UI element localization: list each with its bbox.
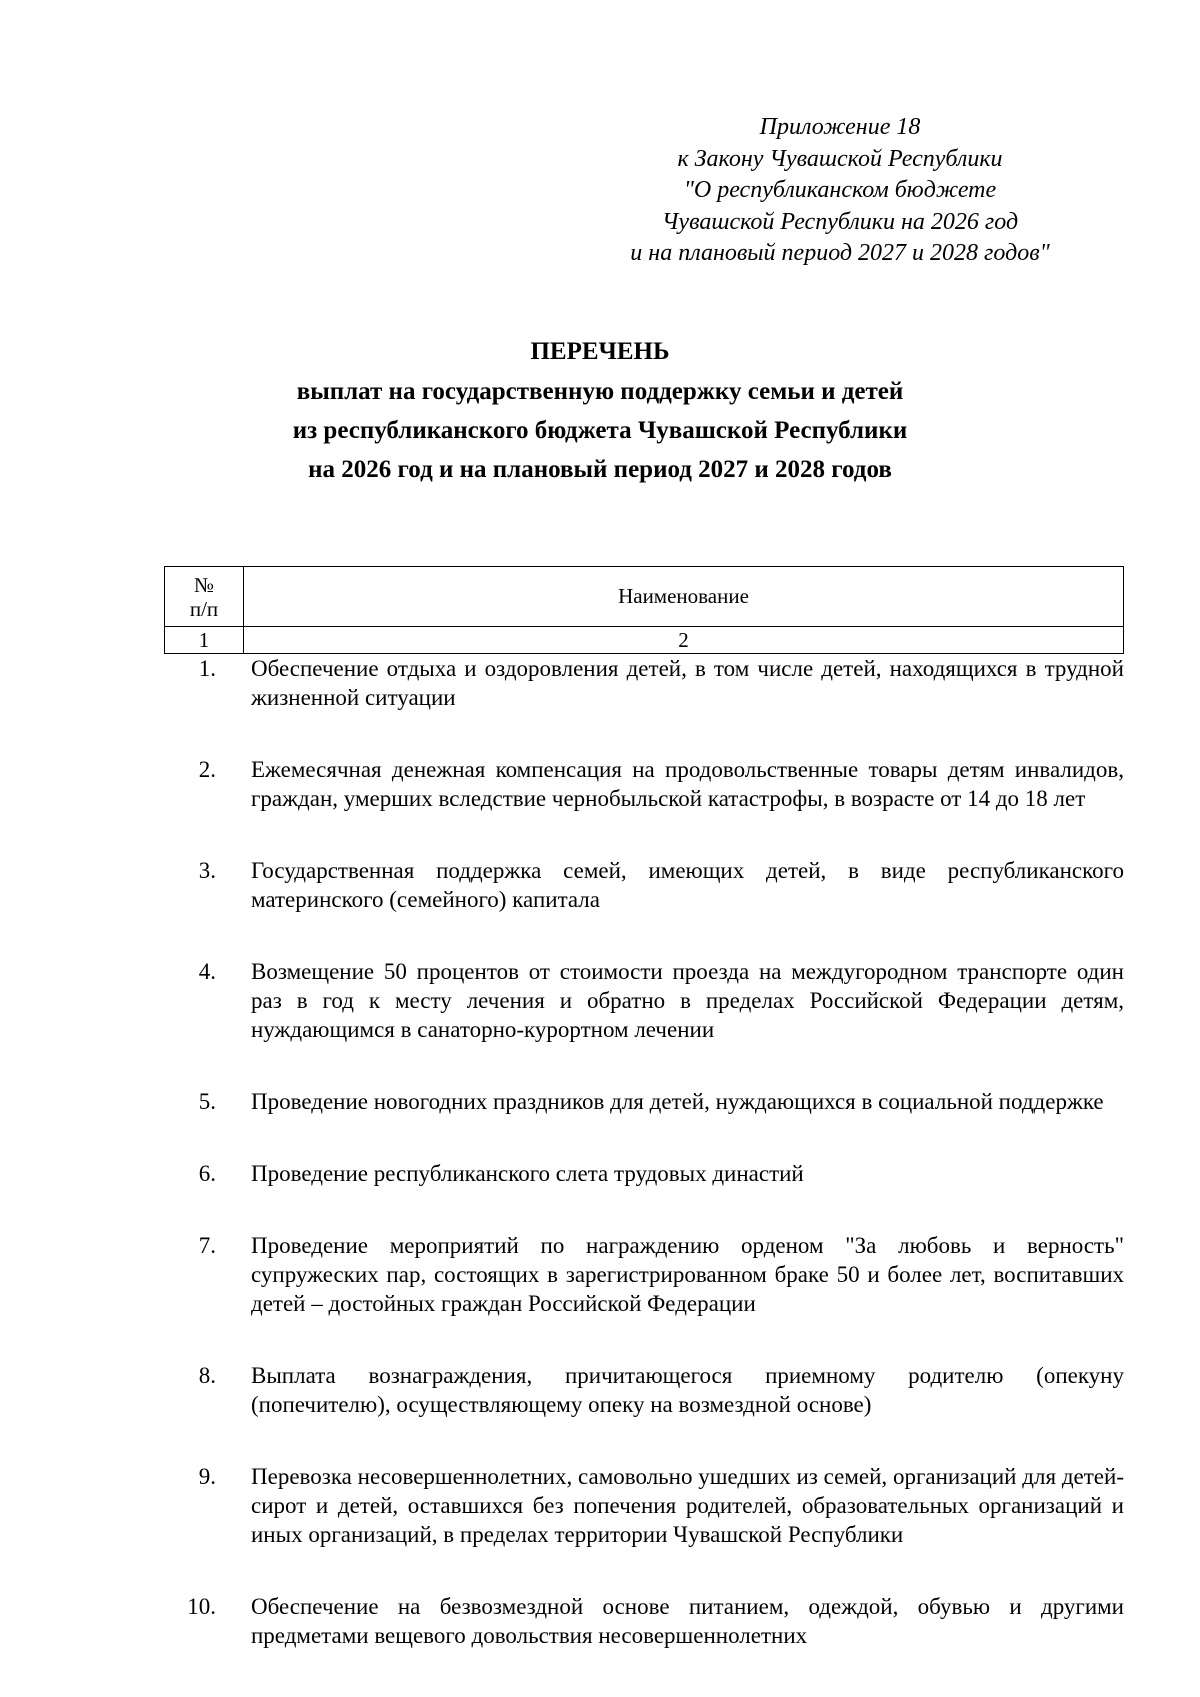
column-index-1: 1 bbox=[165, 627, 244, 654]
item-text: Возмещение 50 процентов от стоимости проезда на междугородном транспорте один раз в год к месту лечения и обратно в пределах Российской Федерации детям, нуждающимся в санаторно-курортном лечении bbox=[251, 959, 1124, 1042]
list-item bbox=[164, 1159, 1124, 1188]
title-main: ПЕРЕЧЕНЬ bbox=[530, 338, 670, 365]
item-text: Проведение новогодних праздников для детей, нуждающихся в социальной поддержке bbox=[251, 1089, 1104, 1114]
item-number: 10. bbox=[187, 1594, 216, 1619]
item-number: 2. bbox=[198, 757, 216, 782]
appendix-line: к Закону Чувашской Республики bbox=[677, 145, 1003, 172]
title-line: на 2026 год и на плановый период 2027 и 2028 годов bbox=[308, 456, 892, 483]
item-text: Перевозка несовершеннолетних, самовольно ушедших из семей, организаций для детей-сирот и детей, оставшихся без попечения родителей, образовательных организаций и иных организаций, в пределах территории Чувашской Республики bbox=[251, 1464, 1124, 1547]
item-number: 4. bbox=[198, 959, 216, 984]
list-item bbox=[164, 1462, 1124, 1549]
list-item bbox=[164, 1231, 1124, 1318]
item-text: Выплата вознаграждения, причитающегося приемному родителю (опекуну (попечителю), осуществляющему опеку на возмездной основе) bbox=[251, 1363, 1124, 1417]
column-header-number-line2: п/п bbox=[189, 596, 219, 621]
list-item bbox=[164, 755, 1124, 813]
list-item bbox=[164, 856, 1124, 914]
item-text: Обеспечение на безвозмездной основе питанием, одеждой, обувью и другими предметами вещевого довольствия несовершеннолетних bbox=[251, 1594, 1124, 1648]
appendix-line: "О республиканском бюджете bbox=[683, 177, 997, 203]
item-number: 3. bbox=[198, 858, 216, 883]
list-item bbox=[164, 654, 1124, 712]
item-text: Государственная поддержка семей, имеющих детей, в виде республиканского материнского (семейного) капитала bbox=[251, 858, 1124, 912]
header-table bbox=[164, 566, 1124, 654]
appendix-line: Приложение 18 bbox=[759, 114, 921, 140]
appendix-line: и на плановый период 2027 и 2028 годов" bbox=[630, 240, 1050, 266]
items-list bbox=[164, 654, 1124, 1650]
document-title bbox=[100, 332, 1100, 489]
header-row bbox=[165, 567, 1124, 627]
appendix-header bbox=[560, 112, 1120, 270]
list-item bbox=[164, 1592, 1124, 1650]
item-text: Ежемесячная денежная компенсация на продовольственные товары детям инвалидов, граждан, умерших вследствие чернобыльской катастрофы, в возрасте от 14 до 18 лет bbox=[251, 757, 1124, 811]
item-number: 8. bbox=[198, 1363, 216, 1388]
item-number: 9. bbox=[198, 1464, 216, 1489]
list-table-header bbox=[164, 566, 1124, 654]
column-index-row bbox=[165, 627, 1124, 654]
title-line: выплат на государственную поддержку семьи и детей bbox=[296, 378, 904, 405]
item-text: Проведение республиканского слета трудовых династий bbox=[251, 1161, 804, 1186]
column-header-name: Наименование bbox=[244, 567, 1124, 627]
title-line: из республиканского бюджета Чувашской Республики bbox=[292, 417, 908, 444]
item-text: Проведение мероприятий по награждению орденом "За любовь и верность" супружеских пар, состоящих в зарегистрированном браке 50 и более лет, воспитавших детей – достойных граждан Российской Федерации bbox=[251, 1233, 1124, 1316]
column-header-number-line1: № bbox=[193, 572, 215, 597]
item-number: 7. bbox=[198, 1233, 216, 1258]
item-number: 6. bbox=[198, 1161, 216, 1186]
list-item bbox=[164, 1087, 1124, 1116]
column-header-number bbox=[165, 567, 244, 627]
list-item bbox=[164, 1361, 1124, 1419]
list-item bbox=[164, 957, 1124, 1044]
item-number: 1. bbox=[198, 656, 216, 681]
item-number: 5. bbox=[198, 1089, 216, 1114]
appendix-line: Чувашской Республики на 2026 год bbox=[661, 208, 1019, 235]
item-text: Обеспечение отдыха и оздоровления детей, в том числе детей, находящихся в трудной жизненной ситуации bbox=[251, 656, 1124, 710]
column-index-2: 2 bbox=[244, 627, 1124, 654]
